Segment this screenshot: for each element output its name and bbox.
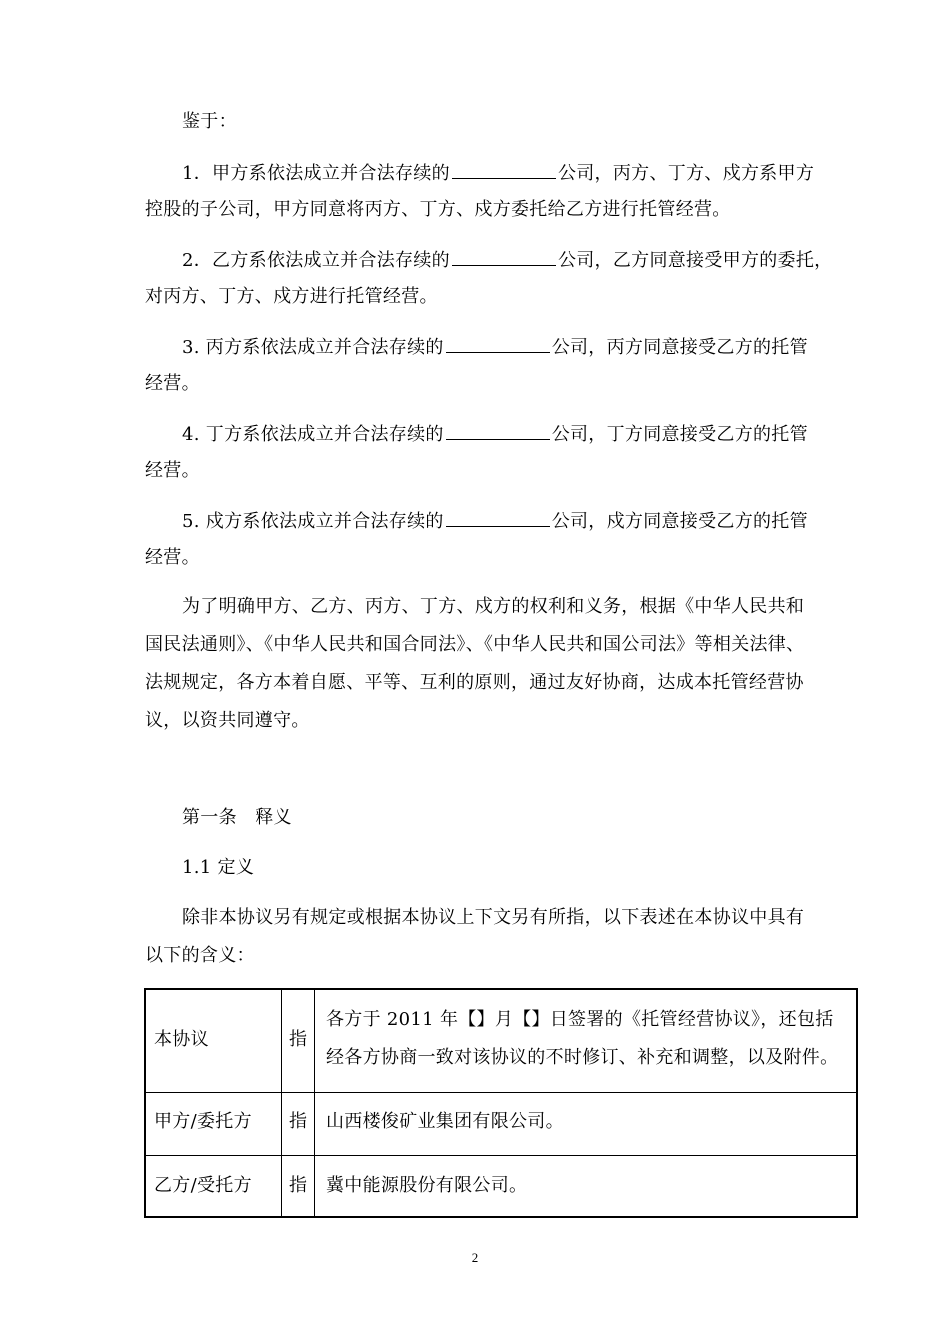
page-number: 2 <box>471 1250 479 1265</box>
recital-2-continuation: 对丙方、丁方、戍方进行托管经营。 <box>145 286 438 307</box>
recital-1-continuation: 控股的子公司，甲方同意将丙方、丁方、戍方委托给乙方进行托管经营。 <box>145 199 731 220</box>
recital-3-suffix: 公司，丙方同意接受乙方的托管 <box>551 337 808 358</box>
fill-in-blank <box>446 334 550 353</box>
definitions-table <box>144 988 858 1218</box>
recital-3-continuation: 经营。 <box>145 373 200 394</box>
fill-in-blank <box>452 247 556 266</box>
recital-item-1 <box>182 160 814 186</box>
recital-1-suffix: 公司，丙方、丁方、戍方系甲方 <box>557 163 815 184</box>
article-1-title: 第一条 释义 <box>182 807 292 828</box>
definition-term: 甲方/委托方 <box>154 1111 252 1132</box>
recital-5-suffix: 公司，戍方同意接受乙方的托管 <box>551 511 808 532</box>
recital-4-suffix: 公司，丁方同意接受乙方的托管 <box>551 424 808 445</box>
column-divider <box>281 990 282 1216</box>
recital-2-suffix: 公司，乙方同意接受甲方的委托， <box>557 250 833 271</box>
definitions-intro-line-2: 以下的含义： <box>145 945 255 966</box>
recital-item-2 <box>182 247 832 273</box>
column-divider <box>314 990 315 1216</box>
definitions-intro-line-1: 除非本协议另有规定或根据本协议上下文另有所指，以下表述在本协议中具有 <box>182 907 805 928</box>
purpose-line-2: 国民法通则》、《中华人民共和国合同法》、《中华人民共和国公司法》等相关法律、 <box>145 634 805 655</box>
row-divider <box>146 1155 856 1156</box>
recital-4-prefix: 4. 丁方系依法成立并合法存续的 <box>182 424 444 445</box>
definition-meaning-line-1: 冀中能源股份有限公司。 <box>326 1175 528 1196</box>
fill-in-blank <box>446 508 550 527</box>
purpose-line-3: 法规规定，各方本着自愿、平等、互利的原则，通过友好协商，达成本托管经营协 <box>145 672 804 693</box>
definition-connector: 指 <box>289 1111 308 1132</box>
recital-4-continuation: 经营。 <box>145 460 200 481</box>
definition-connector: 指 <box>289 1029 308 1050</box>
definition-meaning-line-1: 各方于 2011 年【】月【】日签署的《托管经营协议》，还包括 <box>326 1009 834 1030</box>
section-1-1-title: 1.1 定义 <box>182 857 255 878</box>
definition-term: 本协议 <box>154 1029 209 1050</box>
recital-5-prefix: 5. 戍方系依法成立并合法存续的 <box>182 511 444 532</box>
recital-item-4 <box>182 421 808 447</box>
recital-2-prefix: 2．乙方系依法成立并合法存续的 <box>182 250 450 271</box>
recital-item-3 <box>182 334 808 360</box>
definition-term: 乙方/受托方 <box>154 1175 252 1196</box>
fill-in-blank <box>452 160 556 179</box>
definition-connector: 指 <box>289 1175 308 1196</box>
row-divider <box>146 1092 856 1093</box>
definition-meaning-line-2: 经各方协商一致对该协议的不时修订、补充和调整，以及附件。 <box>326 1047 839 1068</box>
purpose-line-1: 为了明确甲方、乙方、丙方、丁方、戍方的权利和义务，根据《中华人民共和 <box>182 596 805 617</box>
recitals-heading: 鉴于： <box>182 111 237 132</box>
recital-5-continuation: 经营。 <box>145 547 200 568</box>
recital-1-prefix: 1．甲方系依法成立并合法存续的 <box>182 163 450 184</box>
fill-in-blank <box>446 421 550 440</box>
recital-item-5 <box>182 508 808 534</box>
recital-3-prefix: 3. 丙方系依法成立并合法存续的 <box>182 337 444 358</box>
definition-meaning-line-1: 山西楼俊矿业集团有限公司。 <box>326 1111 564 1132</box>
purpose-line-4: 议，以资共同遵守。 <box>145 710 310 731</box>
